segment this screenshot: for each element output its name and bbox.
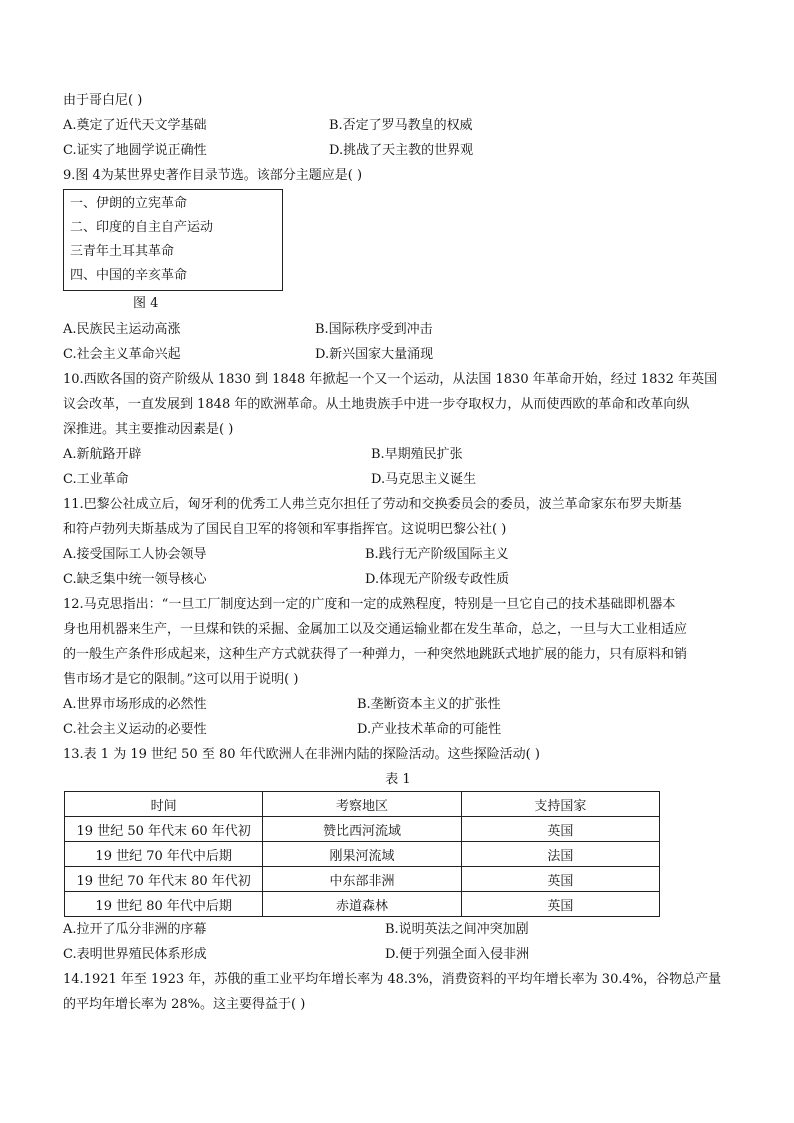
q10-option-c: C.工业革命 xyxy=(63,472,129,487)
q9-box-item: 二、印度的自主自产运动 xyxy=(70,220,214,235)
q11-option-d: D.体现无产阶级专政性质 xyxy=(365,572,510,587)
table-cell: 英国 xyxy=(461,817,659,842)
q10-option-a: A.新航路开辟 xyxy=(63,447,142,462)
q14-stem-line: 的平均年增长率为 28%。这主要得益于( ) xyxy=(63,997,306,1012)
q8-option-b: B.否定了罗马教皇的权威 xyxy=(329,118,473,133)
table-header-row xyxy=(65,792,660,817)
q9-box-item: 一、伊朗的立宪革命 xyxy=(70,196,188,211)
q9-option-c: C.社会主义革命兴起 xyxy=(63,347,181,362)
q8-option-a: A.奠定了近代天文学基础 xyxy=(63,118,207,133)
q13-stem: 13.表 1 为 19 世纪 50 至 80 年代欧洲人在非洲内陆的探险活动。这些探险活动( ) xyxy=(63,747,540,762)
q12-option-d: D.产业技术革命的可能性 xyxy=(357,722,502,737)
q12-option-a: A.世界市场形成的必然性 xyxy=(63,697,207,712)
q12-stem-line: 的一般生产条件形成起来，这种生产方式就获得了一种弹力，一种突然地跳跃式地扩展的能力，只有原料和销 xyxy=(63,647,688,662)
q11-stem-line: 11.巴黎公社成立后，匈牙利的优秀工人弗兰克尔担任了劳动和交换委员会的委员，波兰革命家东布罗夫斯基 xyxy=(63,497,682,512)
q9-options-row1 xyxy=(63,317,733,342)
q9-option-a: A.民族民主运动高涨 xyxy=(63,322,181,337)
q12-stem-line: 12.马克思指出：“一旦工厂制度达到一定的广度和一定的成熟程度，特别是一旦它自己的技术基础即机器本 xyxy=(63,597,676,612)
q8-option-c: C.证实了地圆学说正确性 xyxy=(63,143,207,158)
q13-option-b: B.说明英法之间冲突加剧 xyxy=(385,922,529,937)
q8-stem-tail: 由于哥白尼( ) xyxy=(63,93,143,108)
q12-option-c: C.社会主义运动的必要性 xyxy=(63,722,207,737)
table-header-time: 时间 xyxy=(65,792,263,817)
q12-options-row2 xyxy=(63,717,733,742)
q11-stem-line: 和符卢勃列夫斯基成为了国民自卫军的将领和军事指挥官。这说明巴黎公社( ) xyxy=(63,522,507,537)
table-cell: 英国 xyxy=(461,867,659,892)
q14-stem-line: 14.1921 年至 1923 年，苏俄的重工业平均年增长率为 48.3%，消费资料的平均年增长率为 30.4%，谷物总产量 xyxy=(63,972,722,987)
q10-option-d: D.马克思主义诞生 xyxy=(371,472,477,487)
q13-option-d: D.便于列强全面入侵非洲 xyxy=(385,947,530,962)
table-row xyxy=(65,867,660,892)
q12-stem-line: 售市场才是它的限制。”这可以用于说明( ) xyxy=(63,672,299,687)
q12-options-row1 xyxy=(63,692,733,717)
q10-stem-line: 议会改革，一直发展到 1848 年的欧洲革命。从土地贵族手中进一步夺取权力，从而使西欧的革命和改革向纵 xyxy=(63,397,690,412)
table-row xyxy=(65,892,660,917)
table-cell: 赞比西河流域 xyxy=(263,817,461,842)
table-cell: 英国 xyxy=(461,892,659,917)
table-cell: 赤道森林 xyxy=(263,892,461,917)
q9-options-row2 xyxy=(63,342,733,367)
table-row xyxy=(65,817,660,842)
q11-option-c: C.缺乏集中统一领导核心 xyxy=(63,572,207,587)
q9-box-item: 三青年土耳其革命 xyxy=(70,244,175,259)
q9-box-item: 四、中国的辛亥革命 xyxy=(70,268,188,283)
q9-option-d: D.新兴国家大量涌现 xyxy=(315,347,434,362)
table-row xyxy=(65,842,660,867)
table-cell: 19 世纪 80 年代中后期 xyxy=(65,892,263,917)
q10-stem-line: 深推进。其主要推动因素是( ) xyxy=(63,422,234,437)
q10-options-row2 xyxy=(63,467,733,492)
q9-option-b: B.国际秩序受到冲击 xyxy=(315,322,433,337)
table-cell: 19 世纪 70 年代末 80 年代初 xyxy=(65,867,263,892)
q10-stem-line: 10.西欧各国的资产阶级从 1830 到 1848 年掀起一个又一个运动，从法国 1830 年革命开始，经过 1832 年英国 xyxy=(63,372,718,387)
q8-option-d: D.挑战了天主教的世界观 xyxy=(329,143,474,158)
q13-options-row2 xyxy=(63,942,733,967)
q11-options-row1 xyxy=(63,542,733,567)
q8-options-row1 xyxy=(63,113,733,138)
q11-options-row2 xyxy=(63,567,733,592)
table-cell: 19 世纪 50 年代末 60 年代初 xyxy=(65,817,263,842)
q11-option-a: A.接受国际工人协会领导 xyxy=(63,547,207,562)
exam-page xyxy=(63,88,733,1017)
table-header-country: 支持国家 xyxy=(461,792,659,817)
q13-table xyxy=(64,791,660,917)
q9-figure-caption: 图 4 xyxy=(133,296,159,311)
q13-option-c: C.表明世界殖民体系形成 xyxy=(63,947,207,962)
table-header-region: 考察地区 xyxy=(263,792,461,817)
q11-option-b: B.践行无产阶级国际主义 xyxy=(365,547,509,562)
table-cell: 刚果河流域 xyxy=(263,842,461,867)
q9-stem: 9.图 4为某世界史著作目录节选。该部分主题应是( ) xyxy=(63,168,363,183)
q8-options-row2 xyxy=(63,138,733,163)
q13-table-caption: 表 1 xyxy=(385,772,411,787)
q10-option-b: B.早期殖民扩张 xyxy=(371,447,463,462)
table-cell: 中东部非洲 xyxy=(263,867,461,892)
q9-contents-box xyxy=(63,189,283,291)
table-cell: 19 世纪 70 年代中后期 xyxy=(65,842,263,867)
table-cell: 法国 xyxy=(461,842,659,867)
q12-option-b: B.垄断资本主义的扩张性 xyxy=(357,697,501,712)
q13-options-row1 xyxy=(63,917,733,942)
q10-options-row1 xyxy=(63,442,733,467)
q13-option-a: A.拉开了瓜分非洲的序幕 xyxy=(63,922,207,937)
q12-stem-line: 身也用机器来生产，一旦煤和铁的采掘、金属加工以及交通运输业都在发生革命，总之，一旦与大工业相适应 xyxy=(63,622,688,637)
